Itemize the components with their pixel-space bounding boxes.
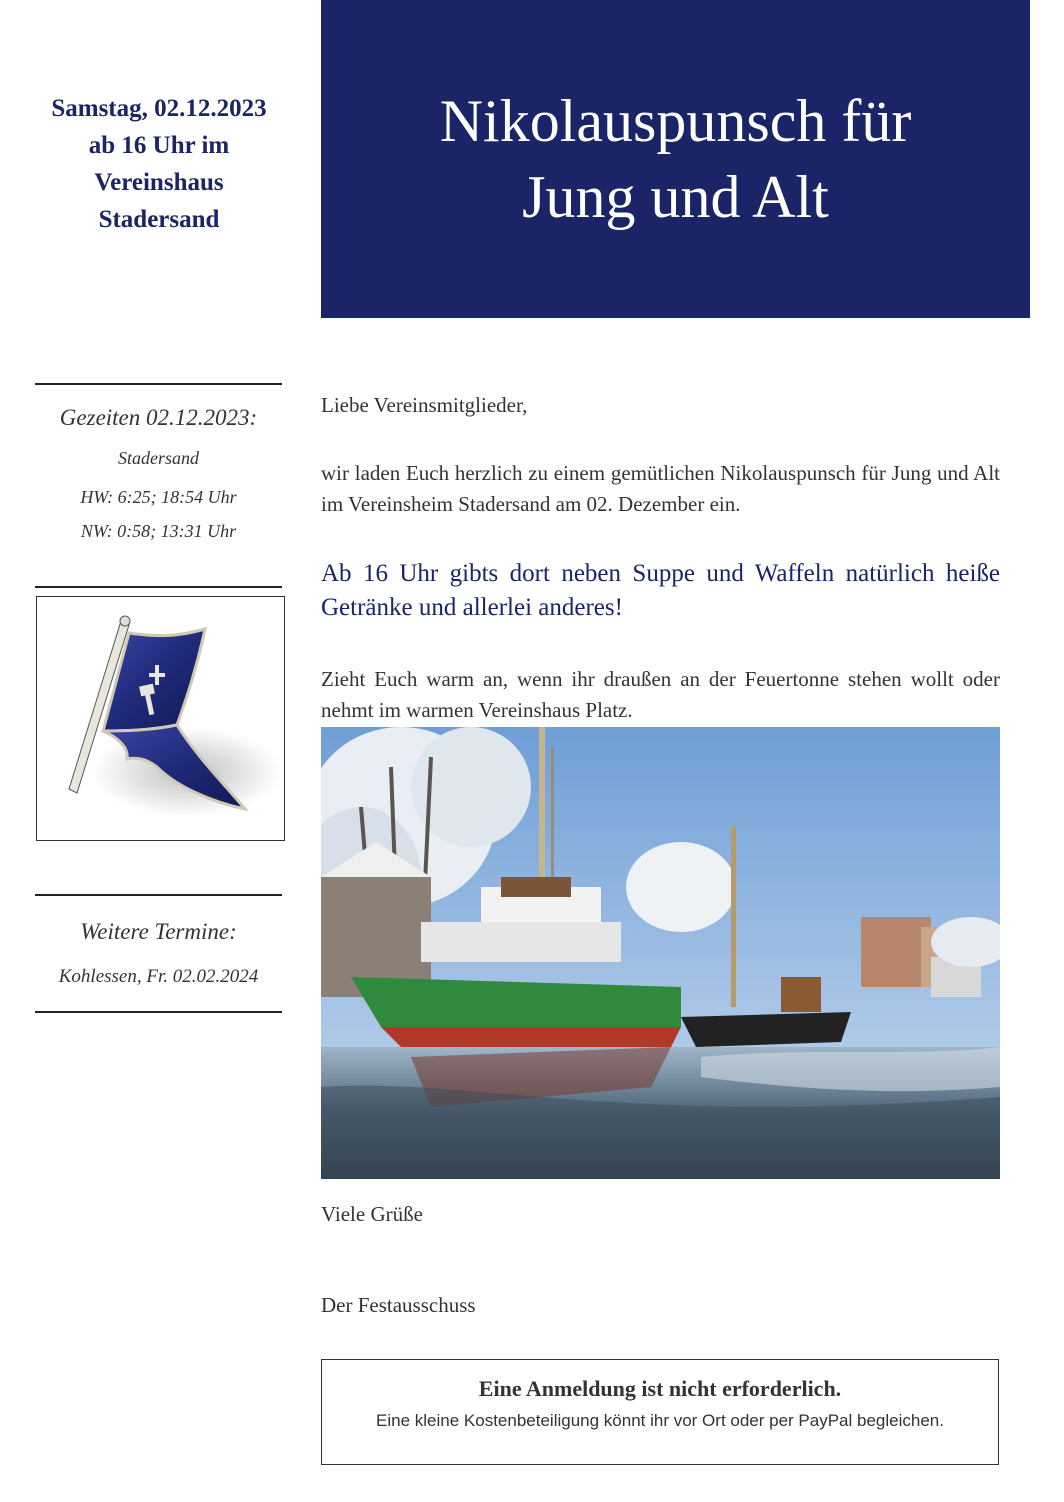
divider [35,586,282,588]
letter-regards: Viele Grüße [321,1202,423,1226]
divider [35,383,282,385]
title-line-1: Nikolauspunsch für [439,88,912,154]
tides-low-water: NW: 0:58; 13:31 Uhr [80,521,237,541]
club-flag-image [36,596,285,841]
notice-subtext: Eine kleine Kostenbeteiligung könnt ihr vor Ort oder per PayPal begleichen. [376,1411,944,1430]
letter-highlight: Ab 16 Uhr gibts dort neben Suppe und Waffeln natürlich heiße Getränke und allerlei anderes! [321,560,1000,621]
event-info [24,90,294,238]
event-place: Stadersand [98,206,220,233]
event-venue: Vereinshaus [94,169,224,196]
divider [35,894,282,896]
divider [35,1011,282,1013]
letter-signature: Der Festausschuss [321,1293,476,1317]
letter-greeting: Liebe Vereinsmitglieder, [321,393,528,417]
letter-warm: Zieht Euch warm an, wenn ihr draußen an der Feuertonne stehen wollt oder nehmt im warmen Vereinshaus Platz. [321,667,1000,722]
title-line-2: Jung und Alt [522,164,829,230]
notice-heading: Eine Anmeldung ist nicht erforderlich. [478,1376,842,1401]
page-title [440,83,912,235]
event-time: ab 16 Uhr im [88,132,230,159]
more-dates-section [30,912,287,994]
tides-heading: Gezeiten 02.12.2023: [59,405,258,430]
more-dates-heading: Weitere Termine: [80,919,237,944]
club-pennant-icon [37,597,284,840]
more-dates-item: Kohlessen, Fr. 02.02.2024 [58,966,259,987]
title-banner [321,0,1030,318]
event-date: Samstag, 02.12.2023 [51,95,267,122]
tides-location: Stadersand [118,448,199,468]
registration-notice [321,1359,999,1465]
letter-invite: wir laden Euch herzlich zu einem gemütlichen Nikolauspunsch für Jung und Alt im Vereinsheim Stadersand am 02. Dezember ein. [321,461,1000,516]
harbour-photo [321,727,1000,1179]
tides-high-water: HW: 6:25; 18:54 Uhr [80,487,237,507]
tides-section [30,398,287,548]
